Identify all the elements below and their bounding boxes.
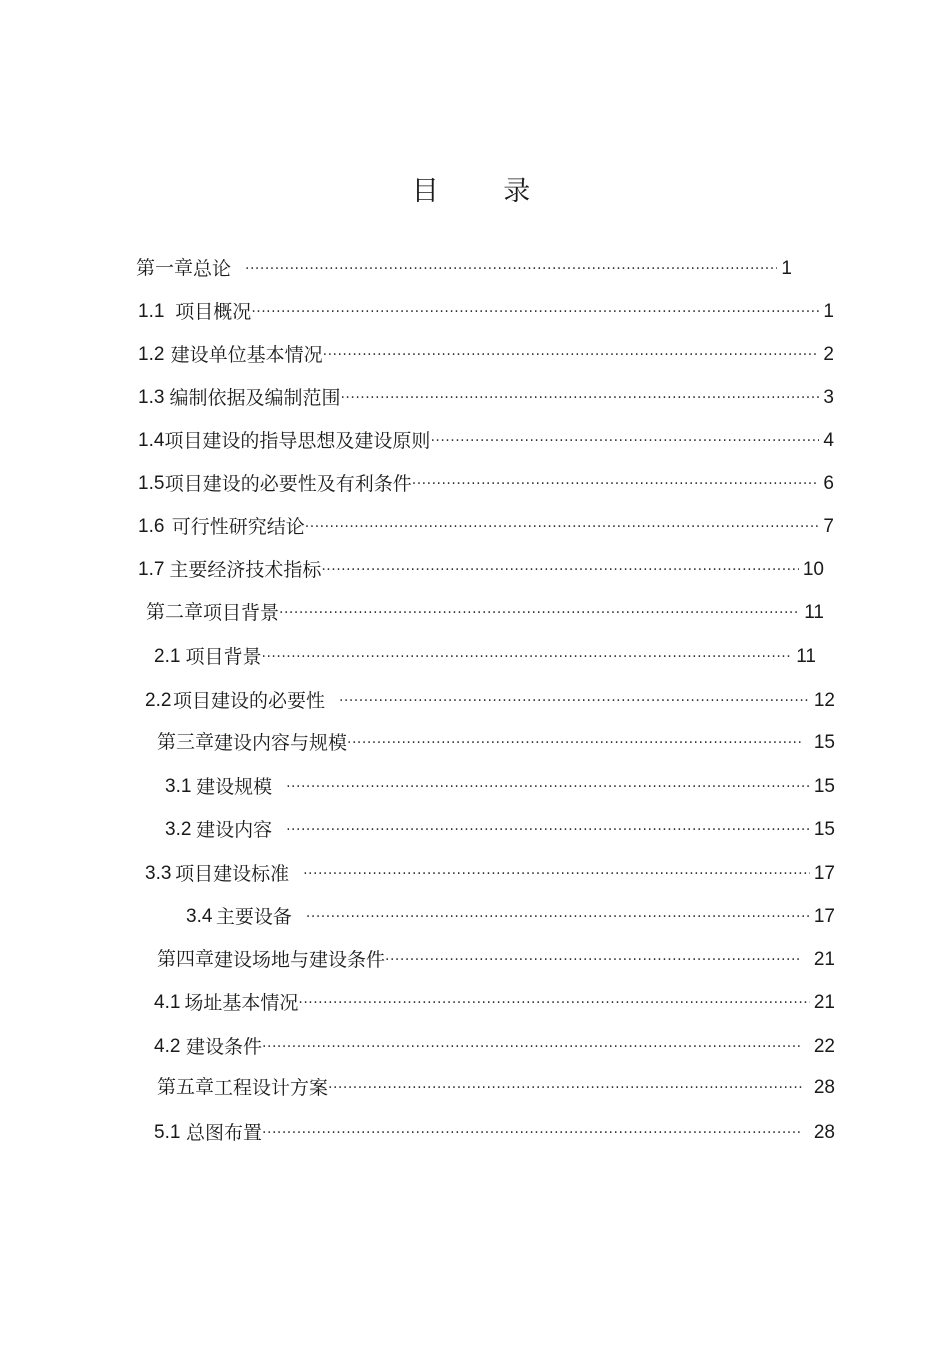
toc-entry-number: 1.4	[138, 430, 165, 451]
toc-leader-dots	[262, 1032, 802, 1058]
toc-entry-page: 1	[781, 258, 792, 279]
toc-entry-number: 2.1	[154, 646, 181, 667]
toc-leader-dots	[305, 512, 820, 538]
toc-leader-dots	[347, 728, 802, 754]
toc-entry-title: 建设条件	[186, 1036, 263, 1058]
toc-entry[interactable]	[138, 510, 834, 540]
toc-entry-page: 11	[796, 646, 816, 667]
toc-entry-number: 1.1	[138, 301, 165, 322]
toc-entry[interactable]	[157, 1071, 835, 1101]
toc-entry-page: 15	[813, 776, 835, 797]
toc-entry-page: 17	[813, 906, 835, 927]
toc-entry[interactable]	[145, 684, 835, 714]
toc-entry-page: 3	[823, 387, 834, 408]
toc-entry-title: 建设内容	[196, 819, 273, 841]
toc-entry-number: 5.1	[154, 1122, 181, 1143]
toc-entry-page: 15	[813, 819, 835, 840]
toc-entry-title: 总图布置	[186, 1122, 263, 1144]
toc-entry-number: 3.3	[145, 863, 172, 884]
toc-leader-dots	[430, 426, 819, 452]
toc-entry-page: 21	[813, 992, 835, 1013]
toc-entry-number: 第四章	[157, 949, 215, 970]
toc-entry-number: 2.2	[145, 690, 172, 711]
toc-leader-dots	[245, 254, 777, 280]
toc-entry-number: 3.1	[165, 776, 192, 797]
toc-entry[interactable]	[138, 338, 834, 368]
toc-leader-dots	[328, 1073, 802, 1099]
toc-entry-number: 3.4	[186, 906, 213, 927]
toc-leader-dots	[385, 945, 802, 971]
toc-entry-number: 1.7	[138, 559, 165, 580]
toc-entry-number: 3.2	[165, 819, 192, 840]
toc-entry-number: 第一章	[136, 258, 194, 279]
toc-leader-dots	[303, 859, 810, 885]
toc-entry-page: 17	[813, 863, 835, 884]
toc-entry[interactable]	[154, 1116, 835, 1146]
toc-entry-page: 28	[813, 1077, 835, 1098]
toc-leader-dots	[412, 469, 820, 495]
toc-entry-title: 项目背景	[185, 646, 262, 668]
toc-entry[interactable]	[146, 596, 824, 626]
toc-entry-title: 建设内容与规模	[214, 732, 348, 754]
toc-leader-dots	[298, 988, 809, 1014]
toc-entry[interactable]	[165, 770, 835, 800]
toc-entry[interactable]	[138, 295, 834, 325]
toc-entry[interactable]	[145, 857, 835, 887]
toc-leader-dots	[340, 383, 819, 409]
toc-entry[interactable]	[165, 813, 835, 843]
toc-entry-number: 第五章	[157, 1077, 215, 1098]
toc-entry-page: 12	[813, 690, 835, 711]
toc-entry[interactable]	[138, 424, 834, 454]
toc-entry-title: 编制依据及编制范围	[169, 387, 341, 409]
toc-leader-dots	[262, 1118, 802, 1144]
toc-leader-dots	[321, 555, 799, 581]
toc-entry-title: 项目背景	[203, 602, 280, 624]
toc-leader-dots	[286, 772, 810, 798]
toc-leader-dots	[306, 902, 810, 928]
toc-entry[interactable]	[138, 467, 834, 497]
toc-entry-number: 1.5	[138, 473, 165, 494]
toc-entry-page: 7	[823, 516, 834, 537]
toc-entry-page: 1	[823, 301, 834, 322]
toc-leader-dots	[262, 642, 793, 668]
toc-entry-page: 22	[813, 1036, 835, 1057]
toc-entry-number: 第二章	[146, 602, 204, 623]
toc-entry[interactable]	[157, 726, 835, 756]
toc-entry[interactable]	[154, 1030, 835, 1060]
toc-entry-number: 1.6	[138, 516, 165, 537]
toc-entry-title: 工程设计方案	[214, 1077, 329, 1099]
toc-entry-title: 主要设备	[215, 906, 292, 928]
toc-leader-dots	[279, 598, 800, 624]
toc-entry-number: 4.1	[154, 992, 181, 1013]
toc-entry-page: 10	[802, 559, 824, 580]
toc-entry-title: 总论	[193, 258, 232, 280]
toc-entry[interactable]	[154, 640, 816, 670]
toc-entry-title: 主要经济技术指标	[169, 559, 322, 581]
toc-entry-page: 6	[823, 473, 834, 494]
toc-entry-title: 项目建设的必要性及有利条件	[164, 473, 412, 495]
toc-entry-page: 28	[813, 1122, 835, 1143]
toc-entry-page: 4	[823, 430, 834, 451]
toc-leader-dots	[339, 686, 810, 712]
toc-leader-dots	[286, 815, 810, 841]
toc-entry-title: 项目建设的必要性	[172, 690, 325, 712]
toc-entry-title: 项目概况	[175, 301, 252, 323]
toc-entry-number: 1.3	[138, 387, 165, 408]
toc-entry[interactable]	[186, 900, 835, 930]
toc-entry-page: 2	[823, 344, 834, 365]
toc-entry[interactable]	[138, 553, 824, 583]
toc-leader-dots	[323, 340, 820, 366]
toc-entry-number: 4.2	[154, 1036, 181, 1057]
toc-entry[interactable]	[136, 252, 792, 282]
toc-leader-dots	[251, 297, 819, 323]
toc-entry-title: 项目建设的指导思想及建设原则	[164, 430, 431, 452]
toc-entry-title: 可行性研究结论	[171, 516, 305, 538]
toc-entry-title: 建设规模	[196, 776, 273, 798]
toc-entry-title: 建设场地与建设条件	[214, 949, 386, 971]
toc-entry-number: 1.2	[138, 344, 165, 365]
toc-entry-title: 建设单位基本情况	[170, 344, 323, 366]
toc-entry[interactable]	[157, 943, 835, 973]
toc-entry[interactable]	[154, 986, 835, 1016]
toc-entry-number: 第三章	[157, 732, 215, 753]
toc-entry-page: 21	[813, 949, 835, 970]
toc-title: 目 录	[411, 176, 559, 207]
toc-entry[interactable]	[138, 381, 834, 411]
toc-entry-page: 11	[804, 602, 824, 623]
toc-entry-page: 15	[813, 732, 835, 753]
toc-entry-title: 场址基本情况	[184, 992, 299, 1014]
toc-entry-title: 项目建设标准	[175, 863, 290, 885]
